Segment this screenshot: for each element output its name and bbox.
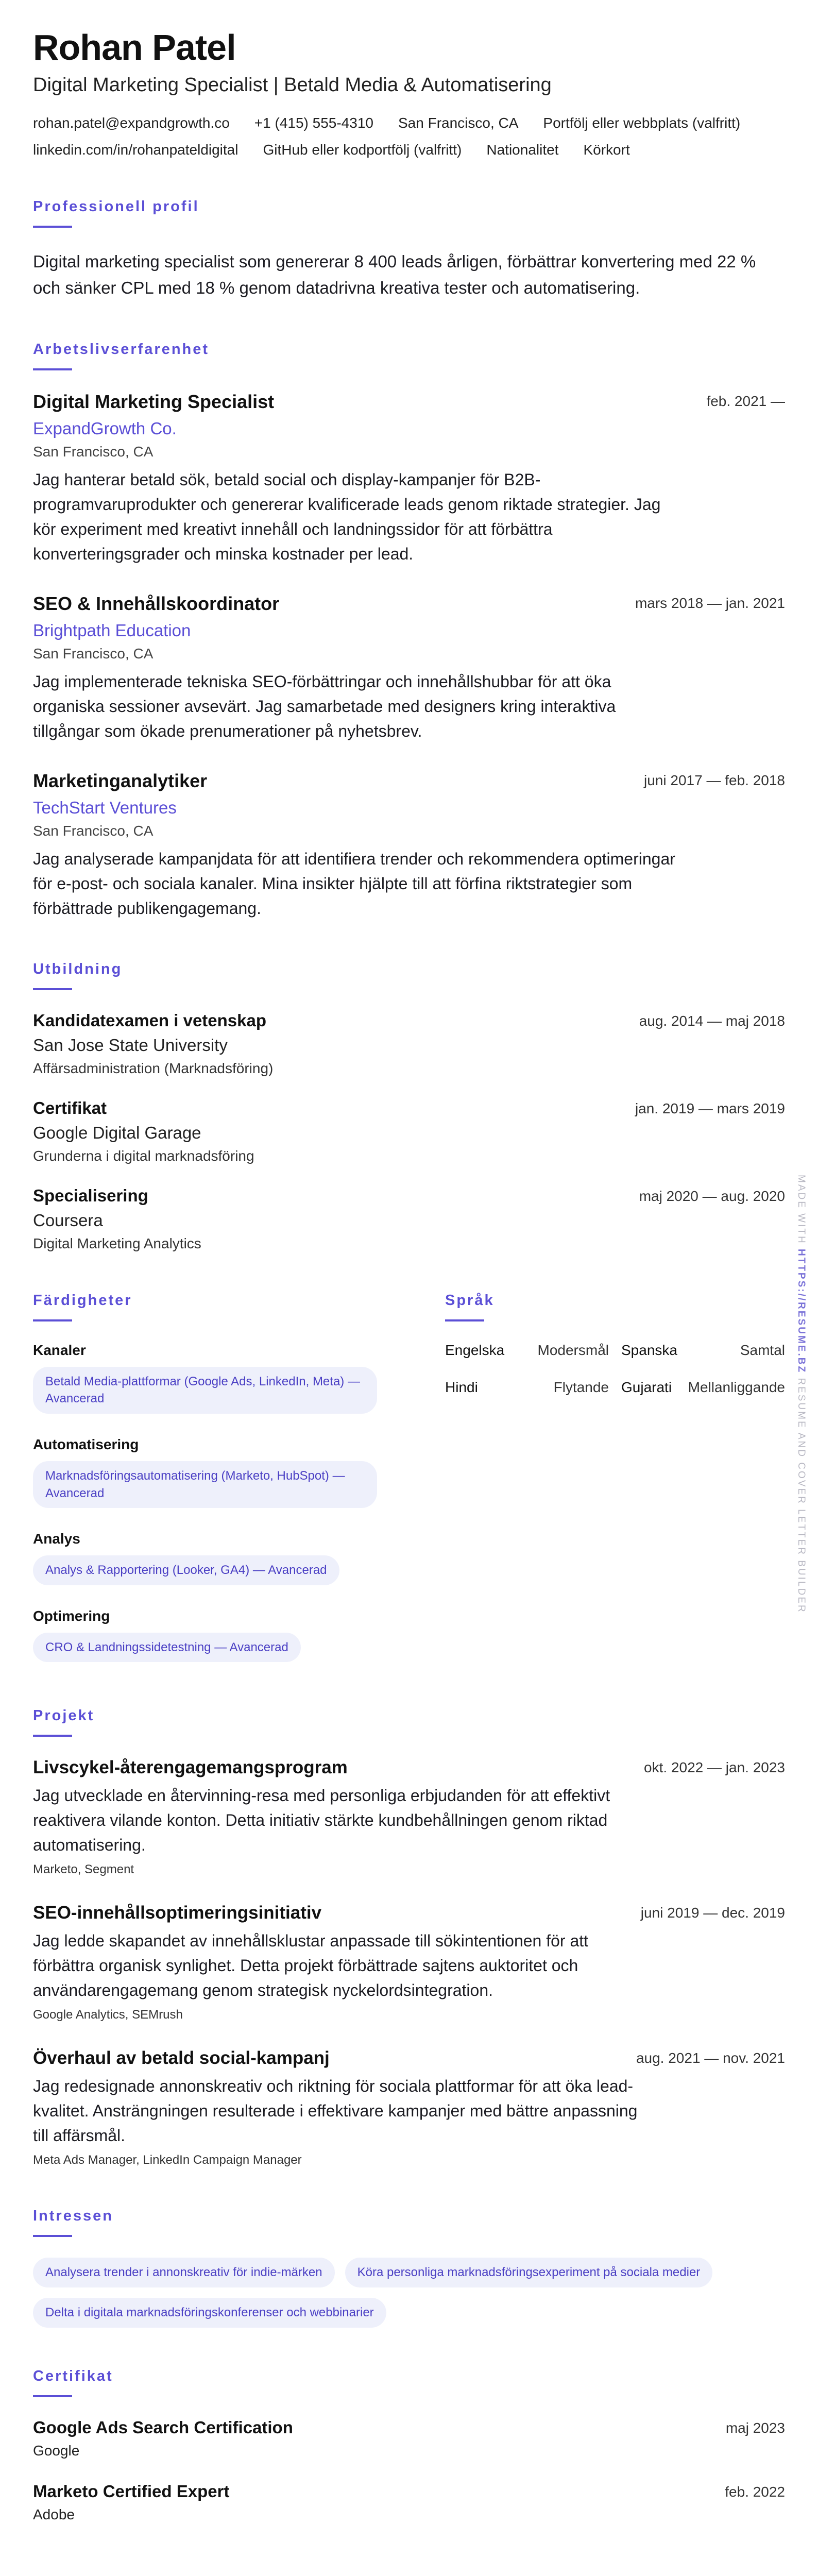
job-title: SEO & Innehållskoordinator — [33, 592, 280, 614]
project-description: Jag redesignade annonskreativ och riktning för sociala plattformar för att öka lead-kvalitet. Ansträngningen resulterade i effektivare kampanjer med bättre anpassning till affärsmål. — [33, 2077, 638, 2145]
section-divider — [33, 1319, 72, 1321]
skill-group — [33, 1608, 414, 1668]
job-company: TechStart Ventures — [33, 798, 177, 817]
contact-email[interactable]: rohan.patel@expandgrowth.co — [33, 114, 230, 131]
skill-group — [33, 1342, 414, 1419]
degree-title: Specialisering — [33, 1185, 148, 1205]
language-item — [621, 1379, 785, 1396]
contact-github[interactable]: GitHub eller kodportfölj (valfritt) — [263, 141, 462, 158]
job-dates: mars 2018 — jan. 2021 — [635, 595, 785, 611]
section-education — [33, 961, 785, 1252]
contact-list — [33, 115, 785, 158]
section-title: Projekt — [33, 1707, 95, 1724]
project-tools: Marketo, Segment — [33, 1862, 134, 1877]
project-name: Livscykel-återengagemangsprogram — [33, 1757, 348, 1778]
section-divider — [33, 368, 72, 370]
contact-license: Körkort — [583, 141, 630, 158]
contact-location: San Francisco, CA — [398, 114, 519, 131]
section-profile — [33, 198, 785, 301]
skill-pill: Marknadsföringsautomatisering (Marketo, HubSpot) — Avancerad — [33, 1461, 377, 1508]
job-location: San Francisco, CA — [33, 443, 154, 460]
project-name: SEO-innehållsoptimeringsinitiativ — [33, 1903, 322, 1923]
project-dates: okt. 2022 — jan. 2023 — [644, 1759, 785, 1776]
contact-phone[interactable]: +1 (415) 555-4310 — [254, 114, 373, 131]
job-dates: juni 2017 — feb. 2018 — [644, 772, 785, 788]
made-with-watermark — [795, 1175, 807, 1614]
skill-pill: Betald Media-plattformar (Google Ads, LinkedIn, Meta) — Avancerad — [33, 1367, 377, 1414]
section-languages — [445, 1292, 785, 1668]
language-item — [621, 1342, 785, 1359]
section-skills — [33, 1292, 414, 1668]
section-title: Certifikat — [33, 2367, 113, 2384]
certificate-name: Marketo Certified Expert — [33, 2481, 230, 2501]
experience-entry — [33, 770, 785, 921]
education-dates: maj 2020 — aug. 2020 — [639, 1188, 785, 1204]
resume-page — [33, 29, 785, 2523]
section-divider — [33, 988, 72, 990]
section-certificates — [33, 2368, 785, 2523]
degree-title: Certifikat — [33, 1098, 107, 1117]
certificate-entry — [33, 2482, 785, 2523]
watermark-suffix: RESUME AND COVER LETTER BUILDER — [796, 1378, 807, 1614]
job-title: Digital Marketing Specialist — [33, 391, 275, 412]
institution-name: Google Digital Garage — [33, 1123, 201, 1142]
language-name: Hindi — [445, 1379, 478, 1395]
project-entry — [33, 1757, 785, 1877]
section-divider — [33, 1735, 72, 1737]
skill-pill: Analys & Rapportering (Looker, GA4) — Avancerad — [33, 1555, 339, 1585]
job-description: Jag hanterar betald sök, betald social och display-kampanjer för B2B-programvaruprodukter och genererar kvalificerade leads genom riktade strategier. Jag kör experiment med kreativt innehåll och landningssidor för att förbättra konverteringsgrader och minska kostnader per lead. — [33, 470, 661, 563]
job-title: Marketinganalytiker — [33, 770, 208, 791]
watermark-link[interactable]: HTTPS://RESUME.BZ — [796, 1249, 807, 1374]
language-name: Spanska — [621, 1342, 677, 1358]
experience-entry — [33, 391, 785, 566]
certificate-issuer: Adobe — [33, 2506, 75, 2522]
project-dates: juni 2019 — dec. 2019 — [640, 1905, 785, 1921]
skill-group — [33, 1436, 414, 1513]
skill-group-name: Kanaler — [33, 1342, 86, 1358]
project-entry — [33, 2048, 785, 2167]
study-area: Affärsadministration (Marknadsföring) — [33, 1060, 274, 1076]
job-company: Brightpath Education — [33, 620, 191, 640]
section-divider — [33, 226, 72, 228]
language-level: Mellanliggande — [688, 1379, 785, 1395]
project-entry — [33, 1903, 785, 2022]
job-company: ExpandGrowth Co. — [33, 418, 177, 438]
degree-title: Kandidatexamen i vetenskap — [33, 1010, 267, 1030]
education-dates: jan. 2019 — mars 2019 — [635, 1100, 785, 1116]
language-level: Modersmål — [537, 1342, 609, 1358]
contact-portfolio[interactable]: Portfölj eller webbplats (valfritt) — [543, 114, 741, 131]
institution-name: Coursera — [33, 1210, 103, 1230]
interest-list — [33, 2258, 785, 2327]
section-interests — [33, 2208, 785, 2327]
job-location: San Francisco, CA — [33, 645, 154, 662]
language-item — [445, 1342, 609, 1359]
education-entry — [33, 1186, 785, 1252]
contact-linkedin[interactable]: linkedin.com/in/rohanpateldigital — [33, 141, 238, 158]
section-projects — [33, 1707, 785, 2167]
contact-nationality: Nationalitet — [486, 141, 559, 158]
project-description: Jag ledde skapandet av innehållsklustar anpassade till sökintentionen för att förbättra organisk synlighet. Detta projekt förbättrade sajtens auktoritet och användarengagemang genom strategisk nyckelordsintegration. — [33, 1931, 589, 2000]
skill-group-name: Optimering — [33, 1607, 110, 1624]
project-description: Jag utvecklade en återvinning-resa med personliga erbjudanden för att effektivt reaktivera vilande konton. Detta initiativ stärkte kundbehållningen genom riktad automatisering. — [33, 1786, 610, 1855]
profile-summary: Digital marketing specialist som genererar 8 400 leads årligen, förbättrar konvertering med 22 % och sänker CPL med 18 % genom datadrivna kreativa tester och automatisering. — [33, 251, 756, 297]
section-title: Professionell profil — [33, 198, 199, 215]
language-item — [445, 1379, 609, 1396]
section-divider — [33, 2235, 72, 2237]
section-title: Intressen — [33, 2208, 113, 2225]
job-location: San Francisco, CA — [33, 822, 154, 839]
language-list — [445, 1342, 785, 1396]
language-level: Samtal — [740, 1342, 785, 1358]
skill-group-name: Analys — [33, 1531, 80, 1547]
certificate-date: feb. 2022 — [725, 2483, 785, 2500]
skills-languages-row — [33, 1292, 785, 1668]
interest-pill: Analysera trender i annonskreativ för indie-märken — [33, 2258, 335, 2287]
section-title: Arbetslivserfarenhet — [33, 341, 210, 358]
watermark-prefix: MADE WITH — [796, 1175, 807, 1245]
candidate-headline: Digital Marketing Specialist | Betald Media & Automatisering — [33, 74, 552, 96]
skill-pill: CRO & Landningssidetestning — Avancerad — [33, 1633, 301, 1663]
certificate-date: maj 2023 — [725, 2419, 785, 2436]
certificate-issuer: Google — [33, 2442, 80, 2459]
project-tools: Google Analytics, SEMrush — [33, 2008, 183, 2022]
interest-pill: Köra personliga marknadsföringsexperiment på sociala medier — [345, 2258, 713, 2287]
resume-header — [33, 29, 785, 158]
section-title: Utbildning — [33, 960, 123, 977]
education-dates: aug. 2014 — maj 2018 — [639, 1012, 785, 1029]
interest-pill: Delta i digitala marknadsföringskonferenser och webbinarier — [33, 2298, 386, 2328]
skill-group-name: Automatisering — [33, 1436, 139, 1452]
project-tools: Meta Ads Manager, LinkedIn Campaign Manager — [33, 2153, 302, 2167]
study-area: Grunderna i digital marknadsföring — [33, 1147, 254, 1164]
project-dates: aug. 2021 — nov. 2021 — [636, 2050, 785, 2066]
section-divider — [33, 2395, 72, 2397]
institution-name: San Jose State University — [33, 1035, 228, 1055]
section-title: Färdigheter — [33, 1292, 132, 1309]
skill-group — [33, 1531, 414, 1590]
job-description: Jag analyserade kampanjdata för att identifiera trender och rekommendera optimeringar för e-post- och sociala kanaler. Mina insikter hjälpte till att förfina riktstrategier som förbättrade publikengagemang. — [33, 849, 675, 918]
certificate-entry — [33, 2418, 785, 2459]
section-divider — [445, 1319, 484, 1321]
section-experience — [33, 341, 785, 921]
language-name: Gujarati — [621, 1379, 672, 1395]
education-entry — [33, 1098, 785, 1164]
study-area: Digital Marketing Analytics — [33, 1235, 201, 1251]
candidate-name: Rohan Patel — [33, 27, 236, 67]
language-level: Flytande — [553, 1379, 609, 1395]
job-dates: feb. 2021 — — [706, 393, 785, 409]
education-entry — [33, 1011, 785, 1077]
language-name: Engelska — [445, 1342, 505, 1358]
section-title: Språk — [445, 1292, 495, 1309]
experience-entry — [33, 593, 785, 743]
job-description: Jag implementerade tekniska SEO-förbättringar och innehållshubbar för att öka organiska sessioner avsevärt. Jag samarbetade med designers kring interaktiva tillgångar som ökade prenumerationer på nyhetsbrev. — [33, 672, 616, 740]
certificate-name: Google Ads Search Certification — [33, 2417, 293, 2437]
project-name: Överhaul av betald social-kampanj — [33, 2048, 330, 2069]
